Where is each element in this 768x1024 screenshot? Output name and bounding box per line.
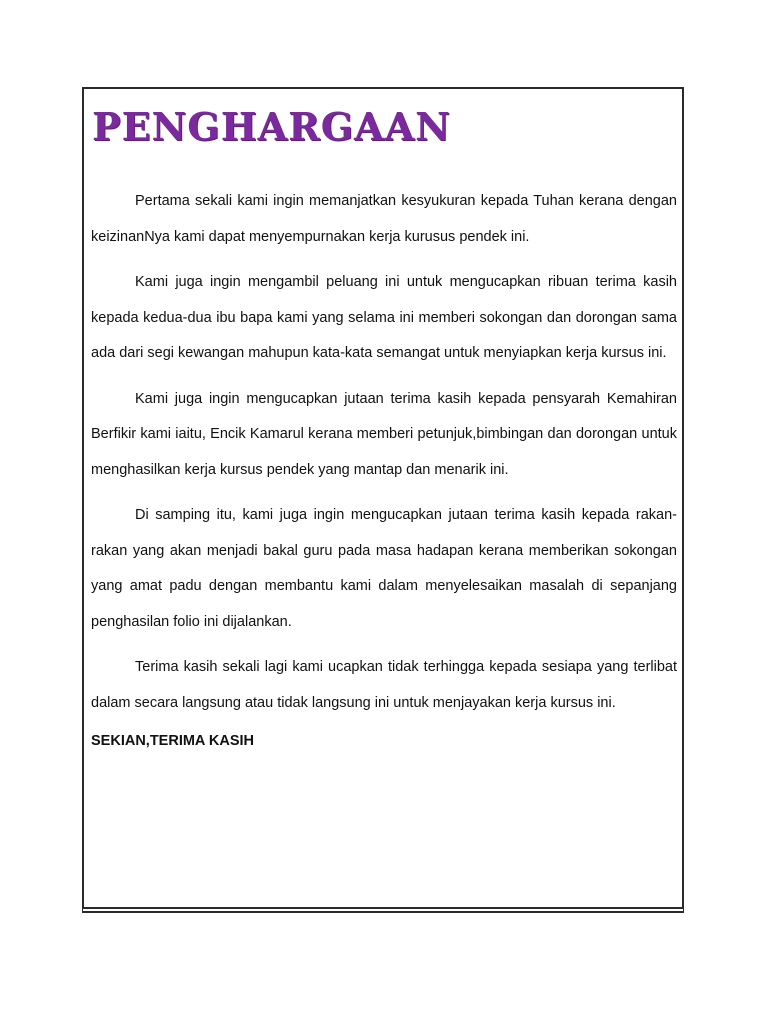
document-body xyxy=(91,184,677,751)
paragraph-4: Di samping itu, kami juga ingin mengucapkan jutaan terima kasih kepada rakan-rakan yang akan menjadi bakal guru pada masa hadapan kerana memberikan sokongan yang amat padu dengan membantu kami dalam menyelesaikan masalah di sepanjang penghasilan folio ini dijalankan. xyxy=(91,507,677,630)
page-title: PENGHARGAAN xyxy=(92,104,451,149)
paragraph-5: Terima kasih sekali lagi kami ucapkan tidak terhingga kepada sesiapa yang terlibat dalam secara langsung atau tidak langsung ini untuk menjayakan kerja kursus ini. xyxy=(91,659,677,711)
closing-line: SEKIAN,TERIMA KASIH xyxy=(91,733,254,749)
paragraph-2: Kami juga ingin mengambil peluang ini untuk mengucapkan ribuan terima kasih kepada kedua-dua ibu bapa kami yang selama ini memberi sokongan dan dorongan sama ada dari segi kewangan mahupun kata-kata semangat untuk menyiapkan kerja kursus ini. xyxy=(91,274,677,361)
paragraph-1: Pertama sekali kami ingin memanjatkan kesyukuran kepada Tuhan kerana dengan keizinanNya kami dapat menyempurnakan kerja kurusus pendek ini. xyxy=(91,193,677,245)
paragraph-3: Kami juga ingin mengucapkan jutaan terima kasih kepada pensyarah Kemahiran Berfikir kami iaitu, Encik Kamarul kerana memberi petunjuk,bimbingan dan dorongan untuk menghasilkan kerja kursus pendek yang mantap dan menarik ini. xyxy=(91,390,677,478)
